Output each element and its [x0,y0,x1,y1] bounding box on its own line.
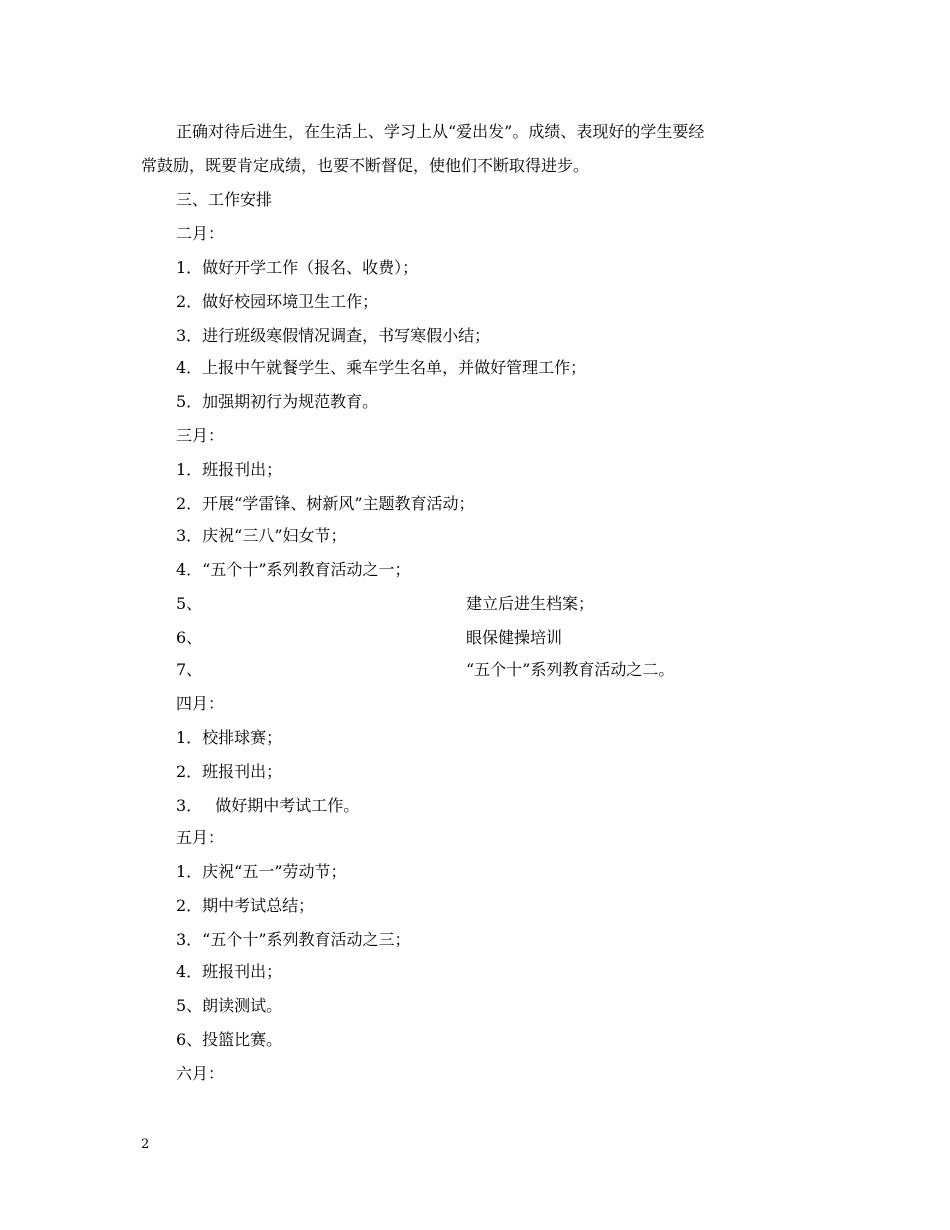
list-item: 3． 做好期中考试工作。 [176,796,360,815]
list-item: 3．“五个十”系列教育活动之三； [176,930,411,949]
list-item: 2．开展“学雷锋、树新风”主题教育活动； [176,494,475,513]
list-item: 1．做好开学工作（报名、收费）； [176,258,419,277]
list-item-text: 建立后进生档案； [466,594,595,613]
list-item: 3．进行班级寒假情况调查，书写寒假小结； [176,326,491,345]
section-heading: 三、工作安排 [176,190,273,209]
list-item: 1．班报刊出； [176,460,283,479]
list-item-number: 5、 [176,594,203,613]
month-heading-mar: 三月： [176,426,225,445]
list-item: 6、投篮比赛。 [176,1030,283,1049]
intro-paragraph-line-2: 常鼓励，既要肯定成绩，也要不断督促，使他们不断取得进步。 [141,156,590,175]
list-item: 4．班报刊出； [176,962,283,981]
list-item-number: 6、 [176,628,203,647]
month-heading-apr: 四月： [176,694,225,713]
month-heading-feb: 二月： [176,224,225,243]
list-item: 3．庆祝“三八”妇女节； [176,526,347,545]
list-item-text: 眼保健操培训 [466,628,563,647]
list-item-text: “五个十”系列教育活动之二。 [466,660,675,679]
list-item: 5．加强期初行为规范教育。 [176,392,379,411]
list-item: 1．校排球赛； [176,728,283,747]
list-item: 5、朗读测试。 [176,996,283,1015]
list-item: 2．期中考试总结； [176,896,315,915]
month-heading-may: 五月： [176,828,225,847]
page-number: 2 [141,1137,150,1152]
list-item: 1．庆祝“五一”劳动节； [176,862,347,881]
list-item-number: 7、 [176,660,203,679]
list-item: 2．做好校园环境卫生工作； [176,292,379,311]
list-item: 4．“五个十”系列教育活动之一； [176,560,411,579]
list-item: 2．班报刊出； [176,762,283,781]
intro-paragraph-line-1: 正确对待后进生，在生活上、学习上从“爱出发”。成绩、表现好的学生要经 [176,122,705,141]
month-heading-jun: 六月： [176,1064,225,1083]
list-item: 4．上报中午就餐学生、乘车学生名单，并做好管理工作； [176,358,587,377]
